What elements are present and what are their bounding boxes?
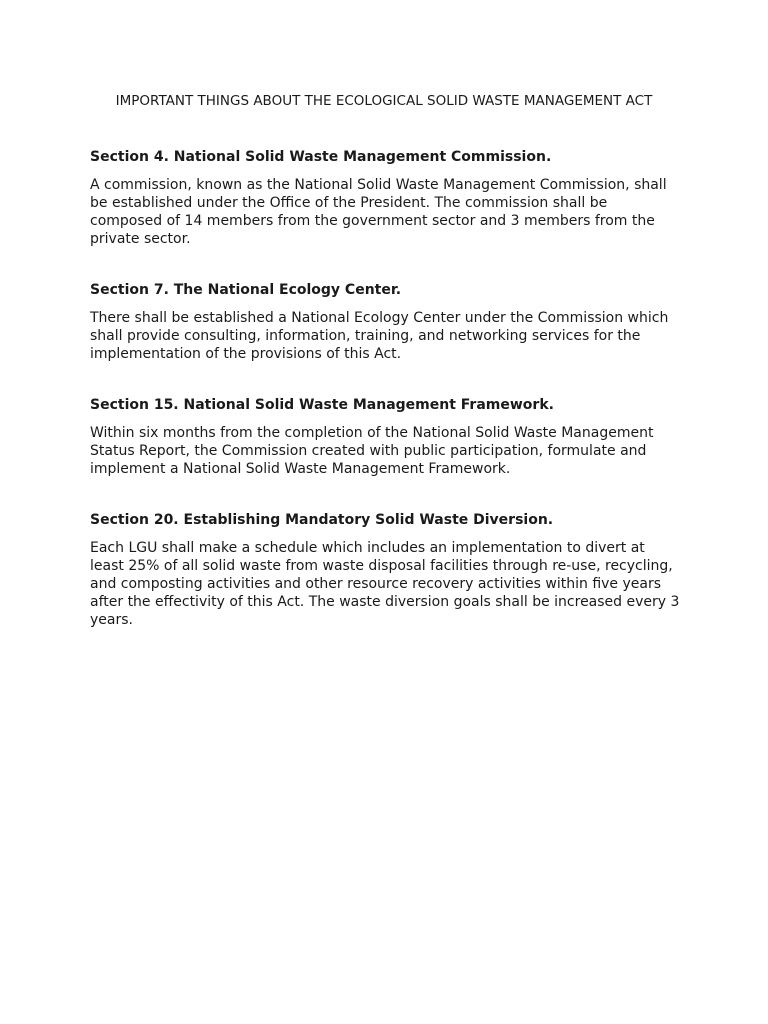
section-4 (90, 147, 678, 248)
section-body: Each LGU shall make a schedule which includes an implementation to divert at least 25% of all solid waste from waste disposal facilities through re-use, recycling, and composting activities and other resource recovery activities within five years after the effectivity of this Act. The waste diversion goals shall be increased every 3 years. (90, 540, 680, 628)
document-title: IMPORTANT THINGS ABOUT THE ECOLOGICAL SOLID WASTE MANAGEMENT ACT (115, 93, 653, 109)
section-20 (90, 510, 678, 629)
section-body: Within six months from the completion of the National Solid Waste Management Status Report, the Commission created with public participation, formulate and implement a National Solid Waste Management Framework. (90, 425, 654, 477)
section-15 (90, 395, 678, 478)
section-heading: Section 15. National Solid Waste Management Framework. (90, 397, 554, 413)
section-heading: Section 4. National Solid Waste Management Commission. (90, 149, 552, 165)
section-body: There shall be established a National Ecology Center under the Commission which shall provide consulting, information, training, and networking services for the implementation of the provisions of this Act. (90, 310, 669, 362)
section-heading: Section 20. Establishing Mandatory Solid Waste Diversion. (90, 512, 554, 528)
section-body: A commission, known as the National Solid Waste Management Commission, shall be established under the Office of the President. The commission shall be composed of 14 members from the government sector and 3 members from the private sector. (90, 177, 667, 247)
section-7 (90, 280, 678, 363)
section-heading: Section 7. The National Ecology Center. (90, 282, 402, 298)
